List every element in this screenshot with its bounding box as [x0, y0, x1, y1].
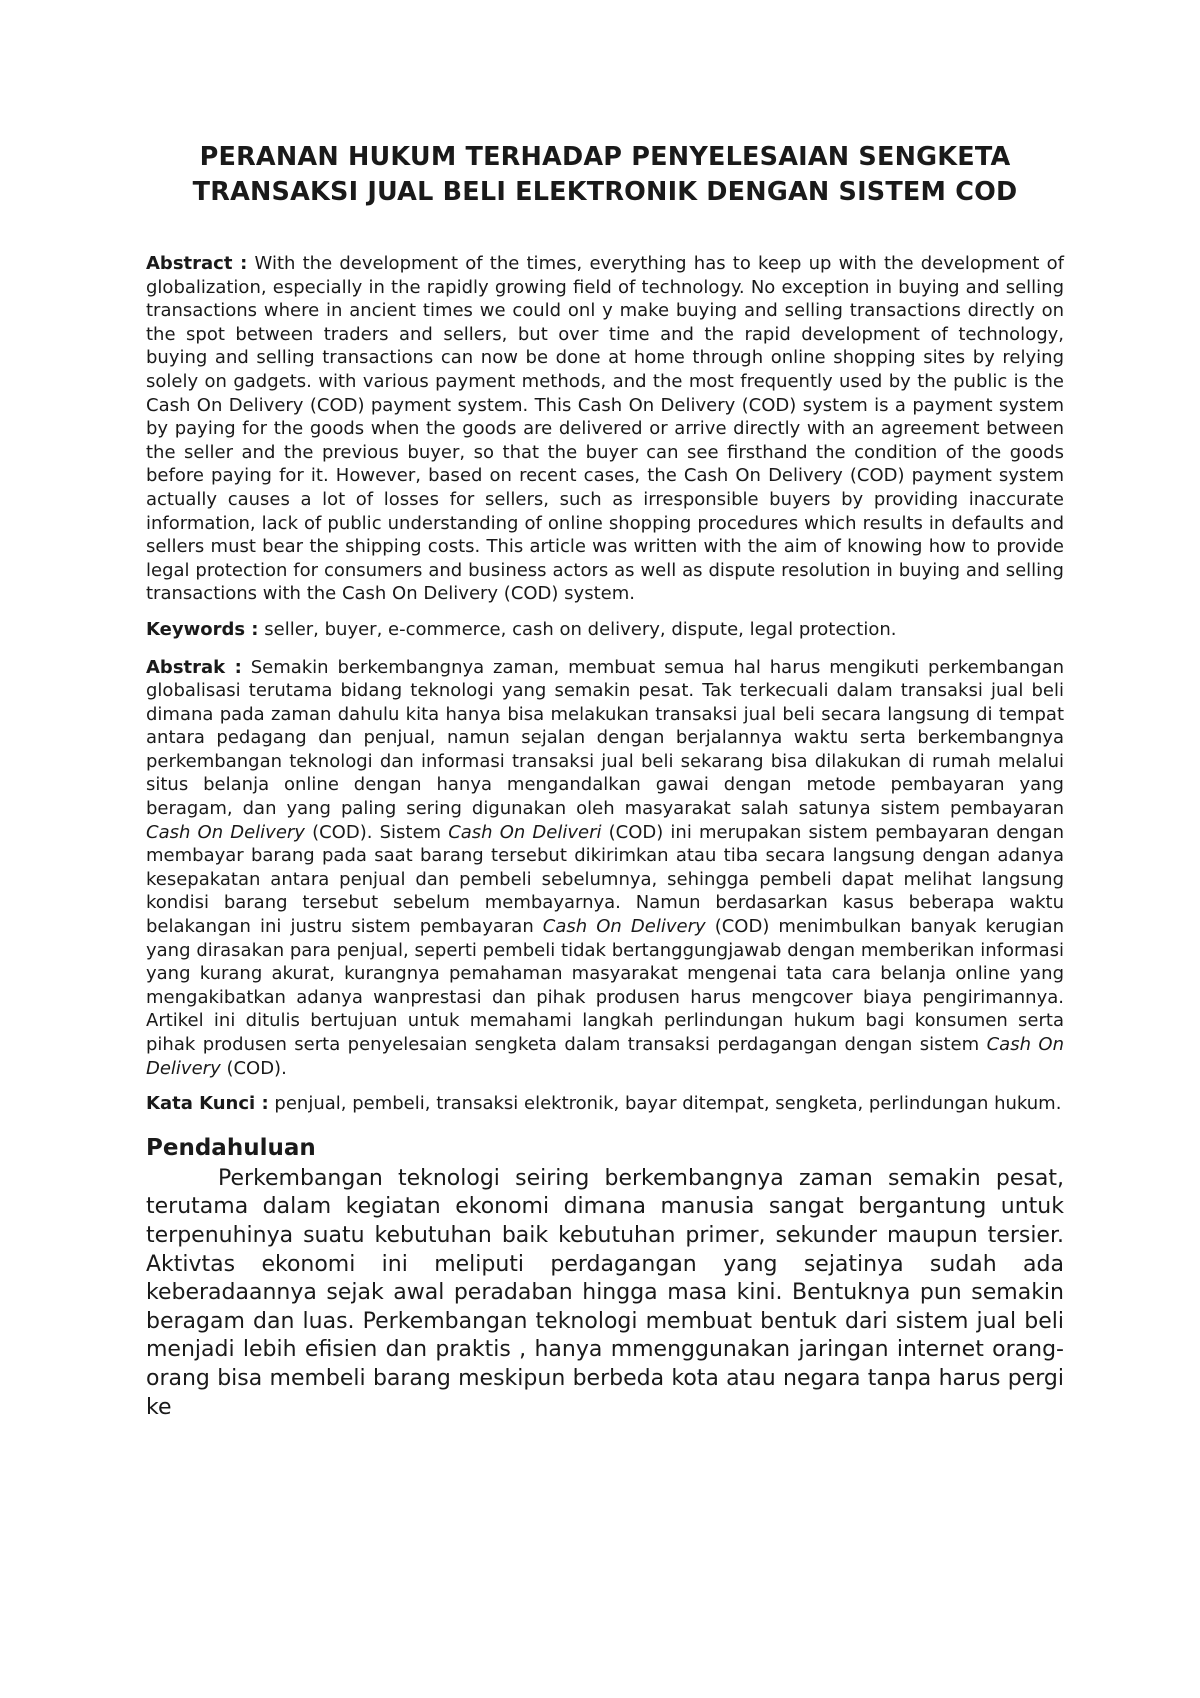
- abstract-text: With the development of the times, everything has to keep up with the development of globalization, especially in the rapidly growing field of technology. No exception in buying and selling transactions where in ancient times we could onl y make buying and selling transactions directly on the spot between traders and sellers, but over time and the rapid development of technology, buying and selling transactions can now be done at home through online shopping sites by relying solely on gadgets. with various payment methods, and the most frequently used by the public is the Cash On Delivery (COD) payment system. This Cash On Delivery (COD) system is a payment system by paying for the goods when the goods are delivered or arrive directly with an agreement between the seller and the previous buyer, so that the buyer can see firsthand the condition of the goods before paying for it. However, based on recent cases, the Cash On Delivery (COD) payment system actually causes a lot of losses for sellers, such as irresponsible buyers by providing inaccurate information, lack of public understanding of online shopping procedures which results in defaults and sellers must bear the shipping costs. This article was written with the aim of knowing how to provide legal protection for consumers and business actors as well as dispute resolution in buying and selling transactions with the Cash On Delivery (COD) system.: [146, 253, 1064, 605]
- keywords-label: Keywords :: [146, 618, 259, 640]
- abstrak-italic-3: Cash On Delivery: [542, 916, 706, 938]
- document-page: [146, 140, 1064, 1422]
- abstract-english: [146, 252, 1064, 606]
- abstrak-text-5: (COD).: [220, 1057, 287, 1079]
- kata-kunci-text: penjual, pembeli, transaksi elektronik, bayar ditempat, sengketa, perlindungan hukum.: [274, 1093, 1062, 1115]
- paper-title: [146, 140, 1064, 210]
- keywords-english: [146, 618, 1064, 642]
- title-line-2: TRANSAKSI JUAL BELI ELEKTRONIK DENGAN SISTEM COD: [192, 177, 1018, 207]
- abstrak-text-2: (COD). Sistem: [304, 821, 449, 843]
- kata-kunci-label: Kata Kunci :: [146, 1093, 269, 1115]
- abstrak-label: Abstrak :: [146, 656, 242, 678]
- section-heading: Pendahuluan: [146, 1134, 316, 1161]
- abstrak-text-4: (COD) menimbulkan banyak kerugian yang dirasakan para penjual, seperti pembeli tidak bertanggungjawab dengan memberikan informasi yang kurang akurat, kurangnya pemahaman masyarakat mengenai tata cara belanja online yang mengakibatkan adanya wanprestasi dan pihak produsen harus mengcover biaya pengirimannya. Artikel ini ditulis bertujuan untuk memahami langkah perlindungan hukum bagi konsumen serta pihak produsen serta penyelesaian sengketa dalam transaksi perdagangan dengan sistem: [146, 916, 1064, 1055]
- abstrak-italic-4: Cash On Delivery: [146, 1034, 1065, 1079]
- abstrak-italic-1: Cash On Delivery: [146, 821, 305, 843]
- abstrak-italic-2: Cash On Deliveri: [448, 821, 602, 843]
- section-body: Perkembangan teknologi seiring berkembangnya zaman semakin pesat, terutama dalam kegiatan ekonomi dimana manusia sangat bergantung untuk terpenuhinya suatu kebutuhan baik kebutuhan primer, sekunder maupun tersier. Aktivtas ekonomi ini meliputi perdagangan yang sejatinya sudah ada keberadaannya sejak awal peradaban hingga masa kini. Bentuknya pun semakin beragam dan luas. Perkembangan teknologi membuat bentuk dari sistem jual beli menjadi lebih efisien dan praktis , hanya mmenggunakan jaringan internet orang-orang bisa membeli barang meskipun berbeda kota atau negara tanpa harus pergi ke: [146, 1165, 1064, 1420]
- abstract-indonesian: [146, 656, 1064, 1081]
- title-line-1: PERANAN HUKUM TERHADAP PENYELESAIAN SENGKETA: [199, 142, 1011, 172]
- abstract-label: Abstract :: [146, 253, 248, 274]
- abstrak-text-3: (COD) ini merupakan sistem pembayaran dengan membayar barang pada saat barang tersebut dikirimkan atau tiba secara langsung dengan adanya kesepakatan antara penjual dan pembeli sebelumnya, sehingga pembeli dapat melihat langsung kondisi barang tersebut sebelum membayarnya. Namun berdasarkan kasus beberapa waktu belakangan ini justru sistem pembayaran: [146, 821, 1065, 938]
- keywords-indonesian: [146, 1092, 1064, 1116]
- keywords-text: seller, buyer, e-commerce, cash on delivery, dispute, legal protection.: [264, 618, 897, 640]
- abstrak-text-1: Semakin berkembangnya zaman, membuat semua hal harus mengikuti perkembangan globalisasi terutama bidang teknologi yang semakin pesat. Tak terkecuali dalam transaksi jual beli dimana pada zaman dahulu kita hanya bisa melakukan transaksi jual beli secara langsung di tempat antara pedagang dan penjual, namun sejalan dengan berjalannya waktu serta berkembangnya perkembangan teknologi dan informasi transaksi jual beli sekarang bisa dilakukan di rumah melalui situs belanja online dengan hanya mengandalkan gawai dengan metode pembayaran yang beragam, dan yang paling sering digunakan oleh masyarakat salah satunya sistem pembayaran: [146, 656, 1064, 820]
